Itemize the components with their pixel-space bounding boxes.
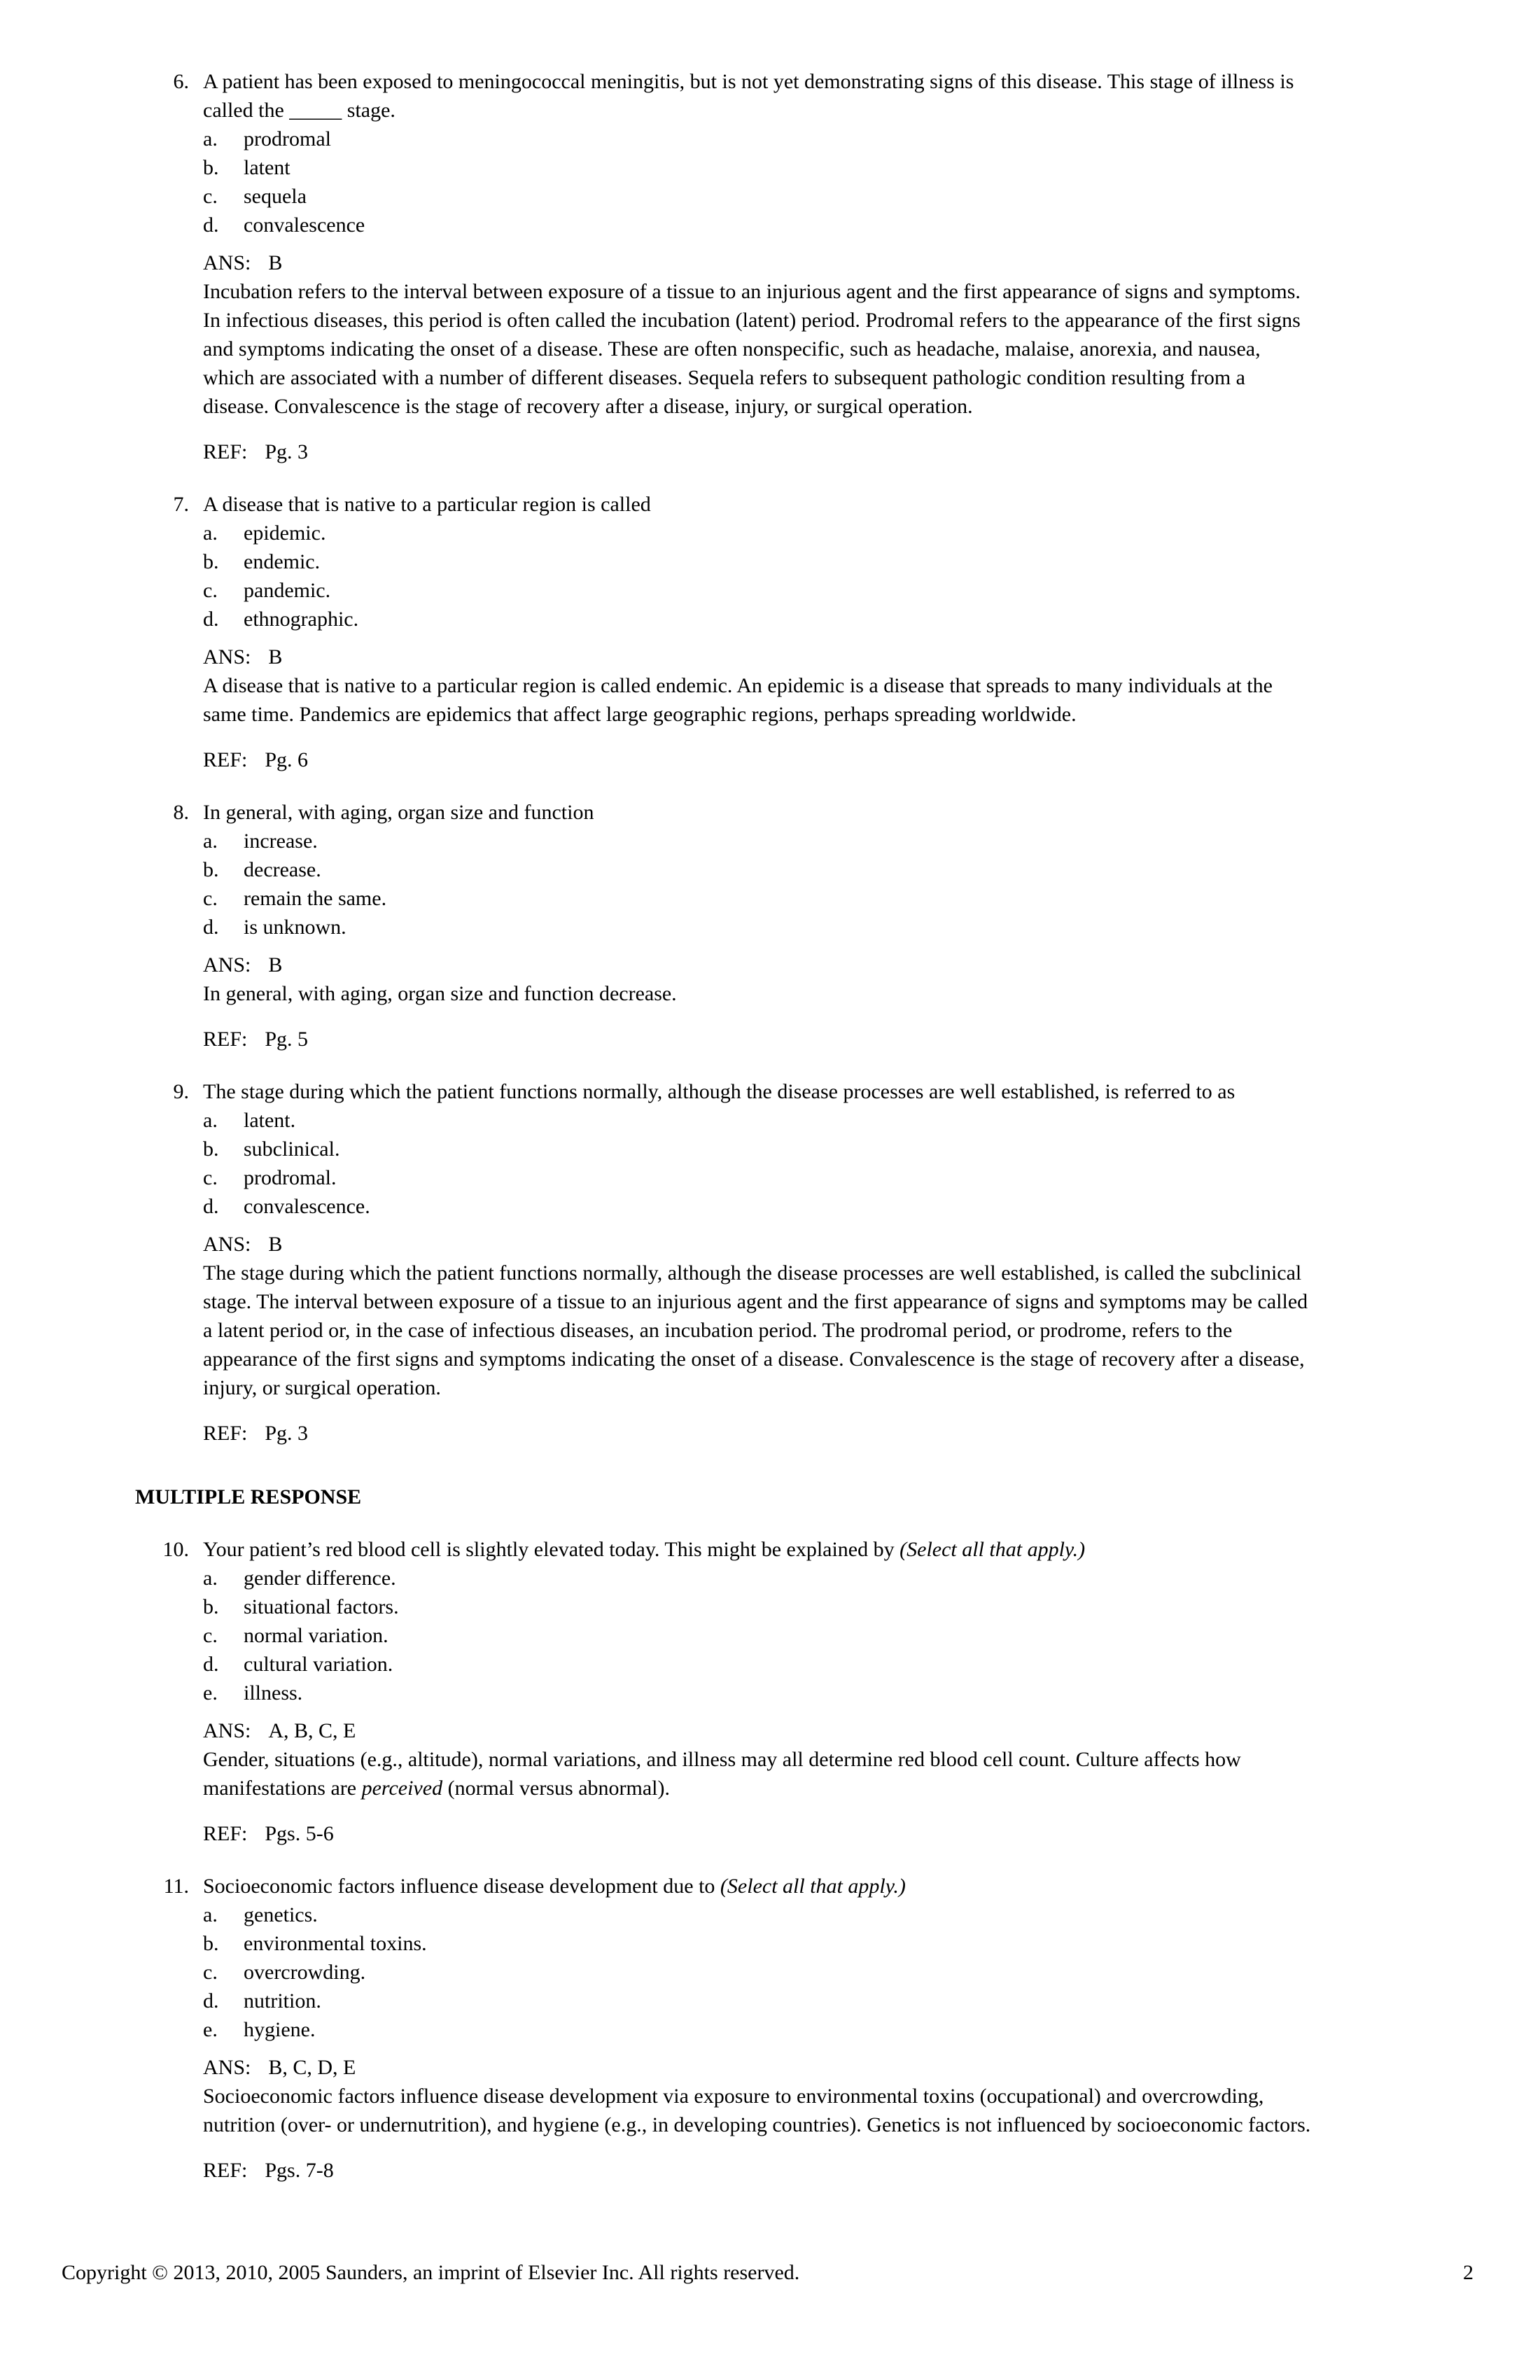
question-number: 7. [173, 493, 189, 516]
answer-option [203, 1958, 1310, 1987]
answer-option [203, 1650, 1241, 1679]
answer-label: ANS: [203, 1233, 251, 1256]
answer-label: ANS: [203, 1719, 251, 1742]
question-item [135, 1077, 1493, 1448]
question-item [135, 1872, 1493, 2185]
italic-text: perceived [361, 1777, 443, 1800]
answer-option [203, 547, 1273, 576]
option-letter: e. [203, 2018, 218, 2041]
copyright-text: Copyright © 2013, 2010, 2005 Saunders, an imprint of Elsevier Inc. All rights reserved. [62, 2261, 800, 2284]
text-segment: In general, with aging, organ size and function [203, 801, 594, 824]
option-letter: b. [203, 1595, 219, 1618]
option-letter: a. [203, 127, 218, 150]
option-text: latent. [244, 1109, 296, 1132]
question-stem-line [203, 1535, 1241, 1564]
text-segment: A disease that is native to a particular region is called [203, 493, 651, 516]
option-text: is unknown. [244, 916, 346, 939]
option-text: convalescence. [244, 1195, 370, 1218]
option-letter: a. [203, 830, 218, 853]
answer-value: B [268, 645, 283, 668]
answer-option [203, 1679, 1241, 1707]
text-segment: Your patient’s red blood cell is slightly elevated today. This might be explained by [203, 1538, 900, 1561]
answer-option [203, 1592, 1241, 1621]
rationale-line [203, 671, 1273, 700]
answer-option [203, 2015, 1310, 2044]
rationale-line [203, 2110, 1310, 2139]
question-body [203, 1872, 1310, 2185]
option-letter: a. [203, 522, 218, 545]
rationale-line [203, 1259, 1308, 1287]
reference-line [203, 2156, 1310, 2185]
reference-label: REF: [203, 2159, 248, 2182]
option-text: genetics. [244, 1903, 318, 1926]
reference-label: REF: [203, 440, 248, 463]
option-letter: d. [203, 916, 219, 939]
option-text: latent [244, 156, 290, 179]
question-body [203, 67, 1301, 466]
option-letter: d. [203, 1195, 219, 1218]
answer-option [203, 1987, 1310, 2015]
option-text: normal variation. [244, 1624, 388, 1647]
answer-label: ANS: [203, 251, 251, 274]
rationale-line [203, 700, 1273, 729]
answer-option [203, 153, 1301, 182]
answer-value: B [268, 1233, 283, 1256]
reference-line [203, 746, 1273, 774]
answer-value: A, B, C, E [268, 1719, 356, 1742]
rationale-line [203, 335, 1301, 363]
question-body [203, 1535, 1241, 1848]
option-letter: b. [203, 1932, 219, 1955]
option-letter: c. [203, 579, 218, 602]
reference-line [203, 438, 1301, 466]
option-text: prodromal [244, 127, 331, 150]
option-text: situational factors. [244, 1595, 399, 1618]
rationale-line [203, 1774, 1241, 1802]
answer-option [203, 1929, 1310, 1958]
question-stem-line [203, 798, 677, 827]
reference-label: REF: [203, 1422, 248, 1445]
rationale-line [203, 1287, 1308, 1316]
option-letter: c. [203, 1624, 218, 1647]
text-segment: which are associated with a number of different diseases. Sequela refers to subsequent pathologic condition resulting from a [203, 366, 1245, 389]
reference-line [203, 1025, 677, 1054]
reference-line [203, 1419, 1308, 1448]
question-number: 8. [173, 801, 189, 824]
answer-option [203, 1163, 1308, 1192]
rationale-line [203, 979, 677, 1008]
answer-option [203, 1135, 1308, 1163]
option-letter: c. [203, 887, 218, 910]
answer-option [203, 1621, 1241, 1650]
text-segment: and symptoms indicating the onset of a disease. These are often nonspecific, such as headache, malaise, anorexia, and nausea, [203, 337, 1261, 360]
question-item [135, 490, 1493, 774]
answer-line [203, 2053, 1310, 2082]
question-item [135, 67, 1493, 466]
reference-value: Pg. 3 [265, 440, 309, 463]
reference-label: REF: [203, 1822, 248, 1845]
rationale-line [203, 1316, 1308, 1345]
answer-line [203, 951, 677, 979]
text-segment: The stage during which the patient functions normally, although the disease processes are well established, is called the subclinical [203, 1261, 1302, 1284]
answer-option [203, 125, 1301, 153]
reference-label: REF: [203, 748, 248, 771]
option-letter: b. [203, 550, 219, 573]
answer-option [203, 1106, 1308, 1135]
reference-value: Pgs. 7-8 [265, 2159, 334, 2182]
text-segment: In infectious diseases, this period is often called the incubation (latent) period. Prodromal refers to the appearance of the first signs [203, 309, 1301, 332]
page-footer [62, 2258, 1474, 2287]
rationale-line [203, 306, 1301, 335]
option-text: hygiene. [244, 2018, 316, 2041]
option-letter: b. [203, 858, 219, 881]
answer-option [203, 855, 677, 884]
text-segment: Socioeconomic factors influence disease development due to [203, 1875, 720, 1898]
question-body [203, 798, 677, 1054]
option-text: cultural variation. [244, 1653, 393, 1676]
option-letter: d. [203, 1989, 219, 2012]
text-segment: Incubation refers to the interval between exposure of a tissue to an injurious agent and the first appearance of signs and symptoms. [203, 280, 1301, 303]
rationale-line [203, 363, 1301, 392]
answer-line [203, 248, 1301, 277]
answer-option [203, 519, 1273, 547]
reference-value: Pg. 3 [265, 1422, 309, 1445]
text-segment: a latent period or, in the case of infectious diseases, an incubation period. The prodromal period, or prodrome, refers to the [203, 1319, 1233, 1342]
answer-label: ANS: [203, 2056, 251, 2079]
rationale-line [203, 1373, 1308, 1402]
option-text: subclinical. [244, 1138, 340, 1161]
rationale-line [203, 1345, 1308, 1373]
answer-line [203, 1230, 1308, 1259]
option-letter: a. [203, 1109, 218, 1132]
text-segment: disease. Convalescence is the stage of recovery after a disease, injury, or surgical operation. [203, 395, 973, 418]
answer-value: B [268, 251, 283, 274]
option-letter: b. [203, 156, 219, 179]
page-number: 2 [1463, 2261, 1474, 2284]
question-number: 11. [163, 1875, 189, 1898]
text-segment: Gender, situations (e.g., altitude), normal variations, and illness may all determine red blood cell count. Culture affects how [203, 1748, 1241, 1771]
answer-option [203, 827, 677, 855]
option-letter: e. [203, 1681, 218, 1704]
answer-option [203, 884, 677, 913]
answer-option [203, 1900, 1310, 1929]
text-segment: manifestations are [203, 1777, 362, 1800]
option-text: nutrition. [244, 1989, 321, 2012]
option-letter: d. [203, 214, 219, 237]
section-heading: MULTIPLE RESPONSE [135, 1485, 362, 1508]
option-text: decrease. [244, 858, 321, 881]
option-letter: c. [203, 185, 218, 208]
answer-option [203, 1192, 1308, 1221]
question-stem-line [203, 490, 1273, 519]
option-text: sequela [244, 185, 307, 208]
option-text: remain the same. [244, 887, 387, 910]
answer-line [203, 643, 1273, 671]
italic-text: (Select all that apply.) [720, 1875, 906, 1898]
rationale-line [203, 1745, 1241, 1774]
option-letter: a. [203, 1567, 218, 1590]
italic-text: (Select all that apply.) [899, 1538, 1086, 1561]
question-stem-line [203, 67, 1301, 96]
rationale-line [203, 277, 1301, 306]
reference-line [203, 1819, 1241, 1848]
reference-value: Pgs. 5-6 [265, 1822, 334, 1845]
question-item [135, 798, 1493, 1054]
answer-option [203, 1564, 1241, 1592]
answer-option [203, 211, 1301, 239]
option-text: increase. [244, 830, 318, 853]
question-number: 10. [162, 1538, 189, 1561]
reference-value: Pg. 5 [265, 1028, 309, 1051]
reference-label: REF: [203, 1028, 248, 1051]
question-stem-line [203, 96, 1301, 125]
reference-value: Pg. 6 [265, 748, 309, 771]
question-item [135, 1535, 1493, 1848]
text-segment: stage. The interval between exposure of a tissue to an injurious agent and the first appearance of signs and symptoms may be called [203, 1290, 1308, 1313]
answer-option [203, 182, 1301, 211]
answer-label: ANS: [203, 953, 251, 976]
questions-area [135, 43, 1493, 2185]
answer-option [203, 605, 1273, 634]
text-segment: called the _____ stage. [203, 99, 396, 122]
answer-value: B, C, D, E [268, 2056, 356, 2079]
question-body [203, 1077, 1308, 1448]
option-text: epidemic. [244, 522, 326, 545]
rationale-line [203, 2082, 1310, 2110]
answer-option [203, 913, 677, 941]
option-text: illness. [244, 1681, 303, 1704]
option-text: prodromal. [244, 1166, 337, 1189]
question-stem-line [203, 1872, 1310, 1900]
option-text: pandemic. [244, 579, 331, 602]
text-segment: In general, with aging, organ size and function decrease. [203, 982, 677, 1005]
option-letter: d. [203, 608, 219, 631]
option-text: convalescence [244, 214, 365, 237]
answer-value: B [268, 953, 283, 976]
text-segment: A patient has been exposed to meningococcal meningitis, but is not yet demonstrating signs of this disease. This stage of illness is [203, 70, 1294, 93]
text-segment: Socioeconomic factors influence disease development via exposure to environmental toxins (occupational) and overcrowding, [203, 2085, 1264, 2108]
question-number: 6. [173, 70, 189, 93]
question-number: 9. [173, 1080, 189, 1103]
option-text: overcrowding. [244, 1961, 366, 1984]
text-segment: appearance of the first signs and symptoms indicating the onset of a disease. Convalescence is the stage of recovery after a disease, [203, 1348, 1305, 1371]
option-letter: c. [203, 1961, 218, 1984]
option-text: gender difference. [244, 1567, 396, 1590]
question-body [203, 490, 1273, 774]
text-segment: A disease that is native to a particular region is called endemic. An epidemic is a disease that spreads to many individuals at the [203, 674, 1273, 697]
option-letter: b. [203, 1138, 219, 1161]
answer-option [203, 576, 1273, 605]
option-letter: d. [203, 1653, 219, 1676]
text-segment: same time. Pandemics are epidemics that affect large geographic regions, perhaps spreading worldwide. [203, 703, 1077, 726]
answer-label: ANS: [203, 645, 251, 668]
text-segment: nutrition (over- or undernutrition), and hygiene (e.g., in developing countries). Genetics is not influenced by socioeconomic factors. [203, 2113, 1311, 2136]
option-text: ethnographic. [244, 608, 359, 631]
question-stem-line [203, 1077, 1308, 1106]
text-segment: injury, or surgical operation. [203, 1376, 441, 1399]
option-text: endemic. [244, 550, 321, 573]
text-segment: (normal versus abnormal). [442, 1777, 670, 1800]
option-letter: a. [203, 1903, 218, 1926]
option-text: environmental toxins. [244, 1932, 427, 1955]
answer-line [203, 1716, 1241, 1745]
option-letter: c. [203, 1166, 218, 1189]
text-segment: The stage during which the patient functions normally, although the disease processes are well established, is referred to as [203, 1080, 1236, 1103]
rationale-line [203, 392, 1301, 421]
